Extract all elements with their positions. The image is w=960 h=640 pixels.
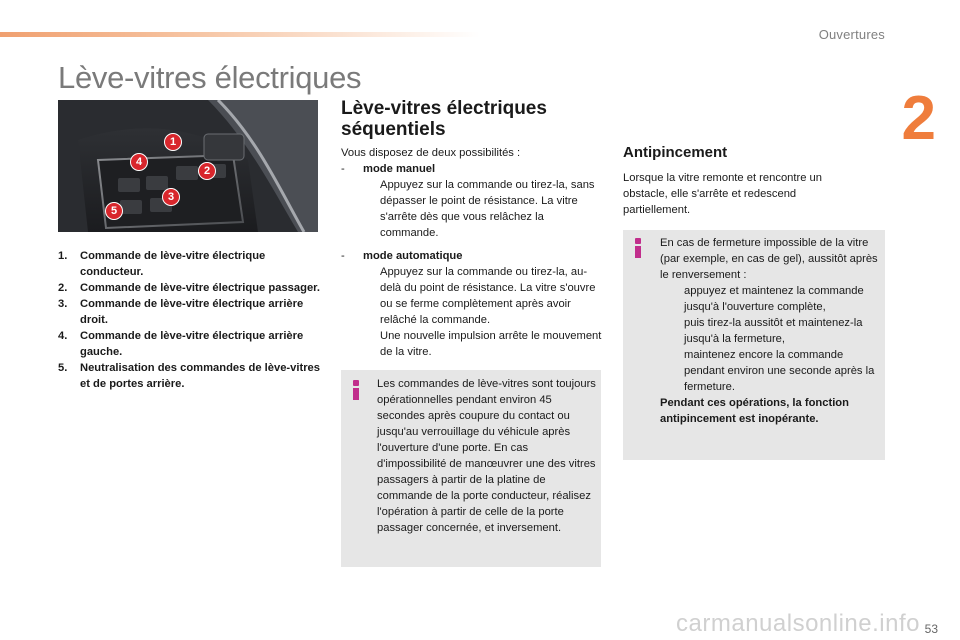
- window-switch-photo: [58, 100, 318, 232]
- auto-mode-dash: -: [341, 250, 345, 262]
- bullet-glyph: [660, 283, 684, 315]
- section-label: Ouvertures: [818, 27, 885, 42]
- sequential-heading-line1: Lève-vitres électriques: [341, 98, 547, 119]
- sequential-section-heading: [341, 98, 603, 140]
- antipinch-bullet: [660, 315, 882, 347]
- manual-mode-block: [341, 161, 603, 241]
- legend-number: 1.: [58, 250, 68, 262]
- manual-mode-line: [341, 161, 603, 177]
- page-title: Lève-vitres électriques: [58, 60, 362, 95]
- auto-bullet-text: Appuyez sur la commande ou tirez-la, au-delà du point de résistance. La vitre s'ouvre ou se ferme complètement après avoir relâché la commande.: [380, 266, 596, 326]
- manual-bullet-text: Appuyez sur la commande ou tirez-la, sans dépasser le point de résistance. La vitre s'arrête dès que vous relâchez la commande.: [380, 179, 595, 239]
- badge-3: 3: [162, 188, 180, 206]
- auto-mode-line: [341, 248, 603, 264]
- antipinch-bullet: [660, 283, 882, 315]
- legend-number: 3.: [58, 298, 68, 310]
- auto-mode-block: [341, 248, 603, 360]
- commands-info-text: Les commandes de lève-vitres sont toujours opérationnelles pendant environ 45 secondes après coupure du contact ou jusqu'au verrouillage du véhicule après l'ouverture d'une porte. En cas d'impossibilité de manœuvrer une des vitres passagers à partir de la platine de commande de la porte conducteur, réalisez l'opération à partir de celle de la porte passager concernée, et inversement.: [377, 378, 596, 534]
- antipinch-info-content: [660, 235, 882, 427]
- antipinch-bullet-text: maintenez encore la commande pendant environ une seconde après la fermeture.: [684, 349, 875, 393]
- bullet-glyph: [660, 315, 684, 347]
- sequential-heading-line2: séquentiels: [341, 119, 446, 140]
- header-accent-bar: [0, 32, 480, 37]
- badge-1: 1: [164, 133, 182, 151]
- legend-item: [58, 360, 320, 392]
- manual-mode-dash: -: [341, 163, 345, 175]
- sequential-intro: Vous disposez de deux possibilités :: [341, 147, 521, 159]
- antipinch-info-box: [623, 230, 885, 460]
- antipinch-intro: Lorsque la vitre remonte et rencontre un obstacle, elle s'arrête et redescend partiellement.: [623, 172, 822, 216]
- bullet-glyph: [363, 264, 380, 328]
- legend-item: [58, 280, 320, 296]
- manual-bullet: [341, 177, 603, 241]
- legend-text: Neutralisation des commandes de lève-vitres et de portes arrière.: [80, 362, 321, 390]
- page-number: 53: [924, 622, 938, 636]
- info-icon: [633, 238, 643, 258]
- auto-bullet: [341, 328, 603, 360]
- antipinch-heading: Antipincement: [623, 144, 728, 161]
- auto-bullet-text: Une nouvelle impulsion arrête le mouvement de la vitre.: [380, 330, 602, 358]
- antipinch-warning: Pendant ces opérations, la fonction antipincement est inopérante.: [660, 397, 849, 425]
- antipinch-bullet: [660, 347, 882, 395]
- legend-text: Commande de lève-vitre électrique arrière gauche.: [80, 330, 304, 358]
- bullet-glyph: [660, 347, 684, 395]
- watermark: carmanualsonline.info: [676, 610, 920, 637]
- legend-number: 4.: [58, 330, 68, 342]
- legend-number: 2.: [58, 282, 68, 294]
- badge-5: 5: [105, 202, 123, 220]
- auto-bullet: [341, 264, 603, 328]
- badge-4: 4: [130, 153, 148, 171]
- bullet-glyph: [363, 177, 380, 241]
- badge-2: 2: [198, 162, 216, 180]
- chapter-number: 2: [901, 84, 936, 153]
- auto-mode-title: mode automatique: [363, 250, 463, 262]
- legend-number: 5.: [58, 362, 68, 374]
- antipinch-info-intro: En cas de fermeture impossible de la vitre (par exemple, en cas de gel), aussitôt après le renversement :: [660, 237, 878, 281]
- manual-mode-title: mode manuel: [363, 163, 436, 175]
- commands-info-box: [341, 370, 601, 567]
- info-icon: [351, 380, 361, 400]
- legend-item: [58, 328, 320, 360]
- legend-text: Commande de lève-vitre électrique arrière droit.: [80, 298, 304, 326]
- legend-item: [58, 248, 320, 280]
- door-panel-illustration: [58, 100, 318, 232]
- legend-text: Commande de lève-vitre électrique passager.: [80, 282, 321, 294]
- legend-item: [58, 296, 320, 328]
- legend-text: Commande de lève-vitre électrique conducteur.: [80, 250, 266, 278]
- bullet-glyph: [363, 328, 380, 360]
- switch-legend: [58, 248, 320, 392]
- antipinch-bullet-text: appuyez et maintenez la commande jusqu'à l'ouverture complète,: [684, 285, 864, 313]
- antipinch-bullet-text: puis tirez-la aussitôt et maintenez-la jusqu'à la fermeture,: [684, 317, 863, 345]
